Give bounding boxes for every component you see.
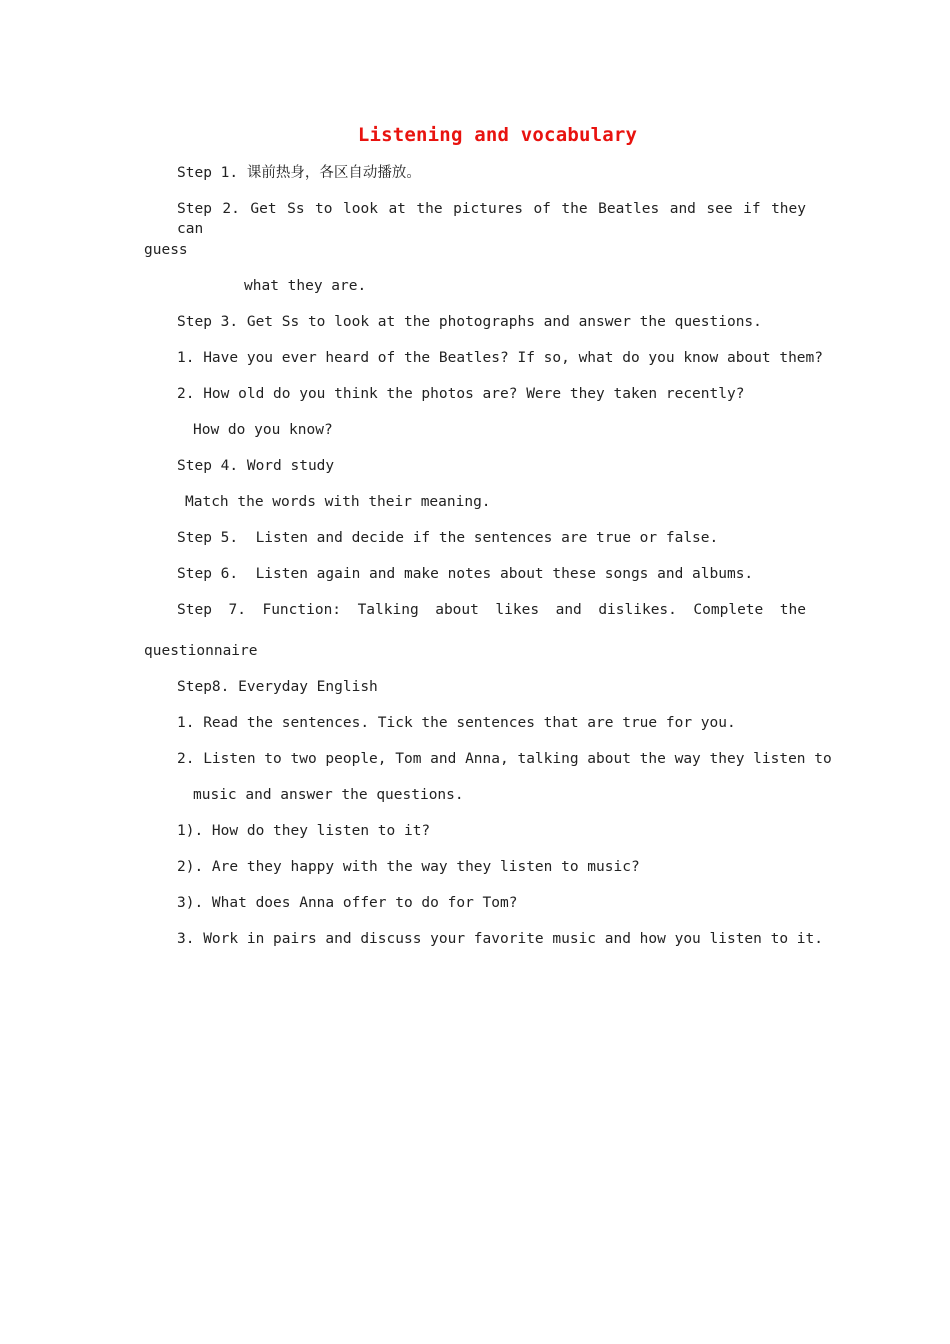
text-line-step4-task: Match the words with their meaning. <box>185 494 491 510</box>
text-line-subquestion-2: 2). Are they happy with the way they listen to music? <box>177 859 640 875</box>
text-line-step6: Step 6. Listen again and make notes about these songs and albums. <box>177 566 754 582</box>
text-line-step8: Step8. Everyday English <box>177 679 378 695</box>
text-line-step7-cont: questionnaire <box>144 643 258 659</box>
text-line-question-2: 2. How old do you think the photos are? Were they taken recently? <box>177 386 745 402</box>
text-line-step8-item-2-cont: music and answer the questions. <box>193 787 464 803</box>
text-line-step5: Step 5. Listen and decide if the sentences are true or false. <box>177 530 719 546</box>
text-line-question-1: 1. Have you ever heard of the Beatles? If so, what do you know about them? <box>177 350 824 366</box>
text-line-step8-item-1: 1. Read the sentences. Tick the sentences that are true for you. <box>177 715 736 731</box>
text-line-subquestion-1: 1). How do they listen to it? <box>177 823 431 839</box>
text-line-step4: Step 4. Word study <box>177 458 335 474</box>
text-line-step8-item-2: 2. Listen to two people, Tom and Anna, talking about the way they listen to <box>177 751 832 767</box>
text-line-step3: Step 3. Get Ss to look at the photographs and answer the questions. <box>177 314 762 330</box>
text-line-step2-cont: guess <box>144 242 188 258</box>
text-line-step2: Step 2. Get Ss to look at the pictures of the Beatles and see if they can <box>177 201 806 237</box>
text-line-step8-item-3: 3. Work in pairs and discuss your favorite music and how you listen to it. <box>177 931 824 947</box>
page-title: Listening and vocabulary <box>357 124 638 146</box>
text-line-step2-cont2: what they are. <box>244 278 367 294</box>
text-line-question-2-cont: How do you know? <box>193 422 333 438</box>
text-line-subquestion-3: 3). What does Anna offer to do for Tom? <box>177 895 518 911</box>
text-line-step1: Step 1. 课前热身，各区自动播放。 <box>177 165 421 181</box>
text-line-step7: Step 7. Function: Talking about likes and dislikes. Complete the <box>177 602 806 618</box>
